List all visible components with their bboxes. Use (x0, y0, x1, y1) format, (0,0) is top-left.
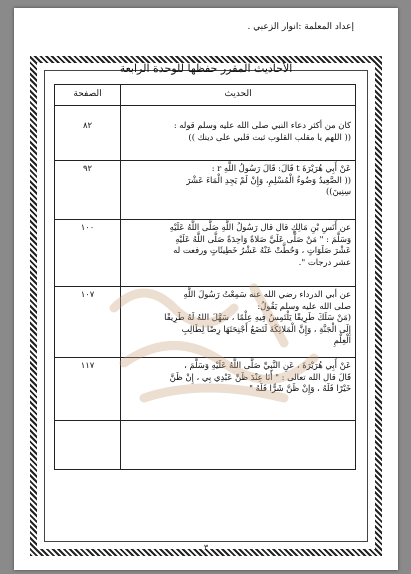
header-hadith: الحديث (121, 85, 356, 106)
hadith-line: إِلَى الْجَنَّةِ ، وَإِنَّ الْمَلائِكَةَ لَتَضَعُ أَجْنِحَتَهَا رِضًا لِطَالِبِ (181, 323, 351, 334)
page-title: الأحاديث المقرر حفظها للوحدة الرابعة (119, 62, 293, 75)
table-header-row (55, 85, 356, 106)
table-row (55, 358, 356, 421)
hadith-cell (121, 287, 356, 358)
hadith-cell (121, 106, 356, 161)
hadith-line: (( اللهم يا مقلب القلوب ثبت قلبي على دينك )) (188, 131, 351, 142)
hadith-line: سِنِينَ)) (326, 186, 351, 196)
hadith-line: عَشْرَ صَلَوَاتٍ ، وَحُطَّتْ عَنْهُ عَشْرُ خَطِيئَاتٍ ورفعت له (173, 245, 351, 255)
hadith-cell (121, 161, 356, 220)
hadith-line: (( الصَّعِيدُ وَضُوءُ الْمُسْلِمِ، وَإِنْ لَمْ يَجِدِ الْمَاءَ عَشْرَ (186, 174, 351, 185)
page-number-cell: ٨٢ (55, 106, 121, 161)
hadith-line: صلى الله عليه وسلم يَقُولُ: (257, 300, 351, 311)
page-number-cell: ١٠٠ (55, 220, 121, 287)
hadith-line: كان من أكثر دعاء النبي صلى الله عليه وسلم قوله : (173, 120, 351, 130)
hadith-table (54, 84, 356, 470)
hadith-line: عن أَنَسِ بْنِ مَالِكٍ قال قال رَسُولُ اللَّهِ صَلَّى اللَّهُ عَلَيْهِ (169, 222, 351, 232)
hadith-line: عَنْ أَبِي هُرَيْرَةَ ، عَنِ النَّبِيِّ صَلَّى اللَّهُ عَلَيْهِ وَسَلَّمَ ، (184, 360, 351, 370)
hadith-line: (مَنْ سَلَكَ طَرِيقًا يَلْتَمِسُ فِيهِ عِلْمًا ، سَهَّلَ اللهُ لَهُ طَرِيقًا (164, 312, 351, 322)
hadith-line: وَسَلَّمَ : " مَنْ صَلَّى عَلَيَّ صَلاةً وَاحِدَةً صَلَّى اللَّهُ عَلَيْهِ (175, 233, 351, 244)
page-number-cell: ١١٧ (55, 358, 121, 421)
page-number-cell: ٩٢ (55, 161, 121, 220)
empty-cell (121, 421, 356, 470)
hadith-line: خَيْرًا فَلَهُ ، وَإِنْ ظَنَّ شَرًّا فَلَهُ " (249, 383, 351, 393)
page-number-cell: ١٠٧ (55, 287, 121, 358)
table-row (55, 220, 356, 287)
page-number: ٣ (203, 543, 209, 552)
hadith-line: عشر درجات ". (298, 256, 351, 267)
hadith-cell (121, 220, 356, 287)
table-row (55, 106, 356, 161)
hadith-cell (121, 358, 356, 421)
table-row (55, 161, 356, 220)
author-credit: إعداد المعلمة :انوار الزعبي . (247, 22, 354, 32)
hadith-line: قَالَ قال الله تعالى : " أَنَا عِنْدَ ظَنِّ عَبْدِي بِي ، إِنْ ظَنَّ (169, 371, 351, 382)
table-row-empty (55, 421, 356, 470)
hadith-line: عن أبي الدرداء رضي الله عنه سَمِعْتُ رَسُولَ اللَّهِ (183, 289, 351, 299)
empty-cell (55, 421, 121, 470)
document-page (14, 8, 398, 570)
hadith-line: الْعِلْمِ (333, 335, 351, 345)
hadith-line: عَنْ أَبِي هُرَيْرَةَ t قَالَ: قَالَ رَسُولُ اللَّهِ r : (211, 163, 351, 173)
header-page: الصفحة (55, 85, 121, 106)
table-row (55, 287, 356, 358)
